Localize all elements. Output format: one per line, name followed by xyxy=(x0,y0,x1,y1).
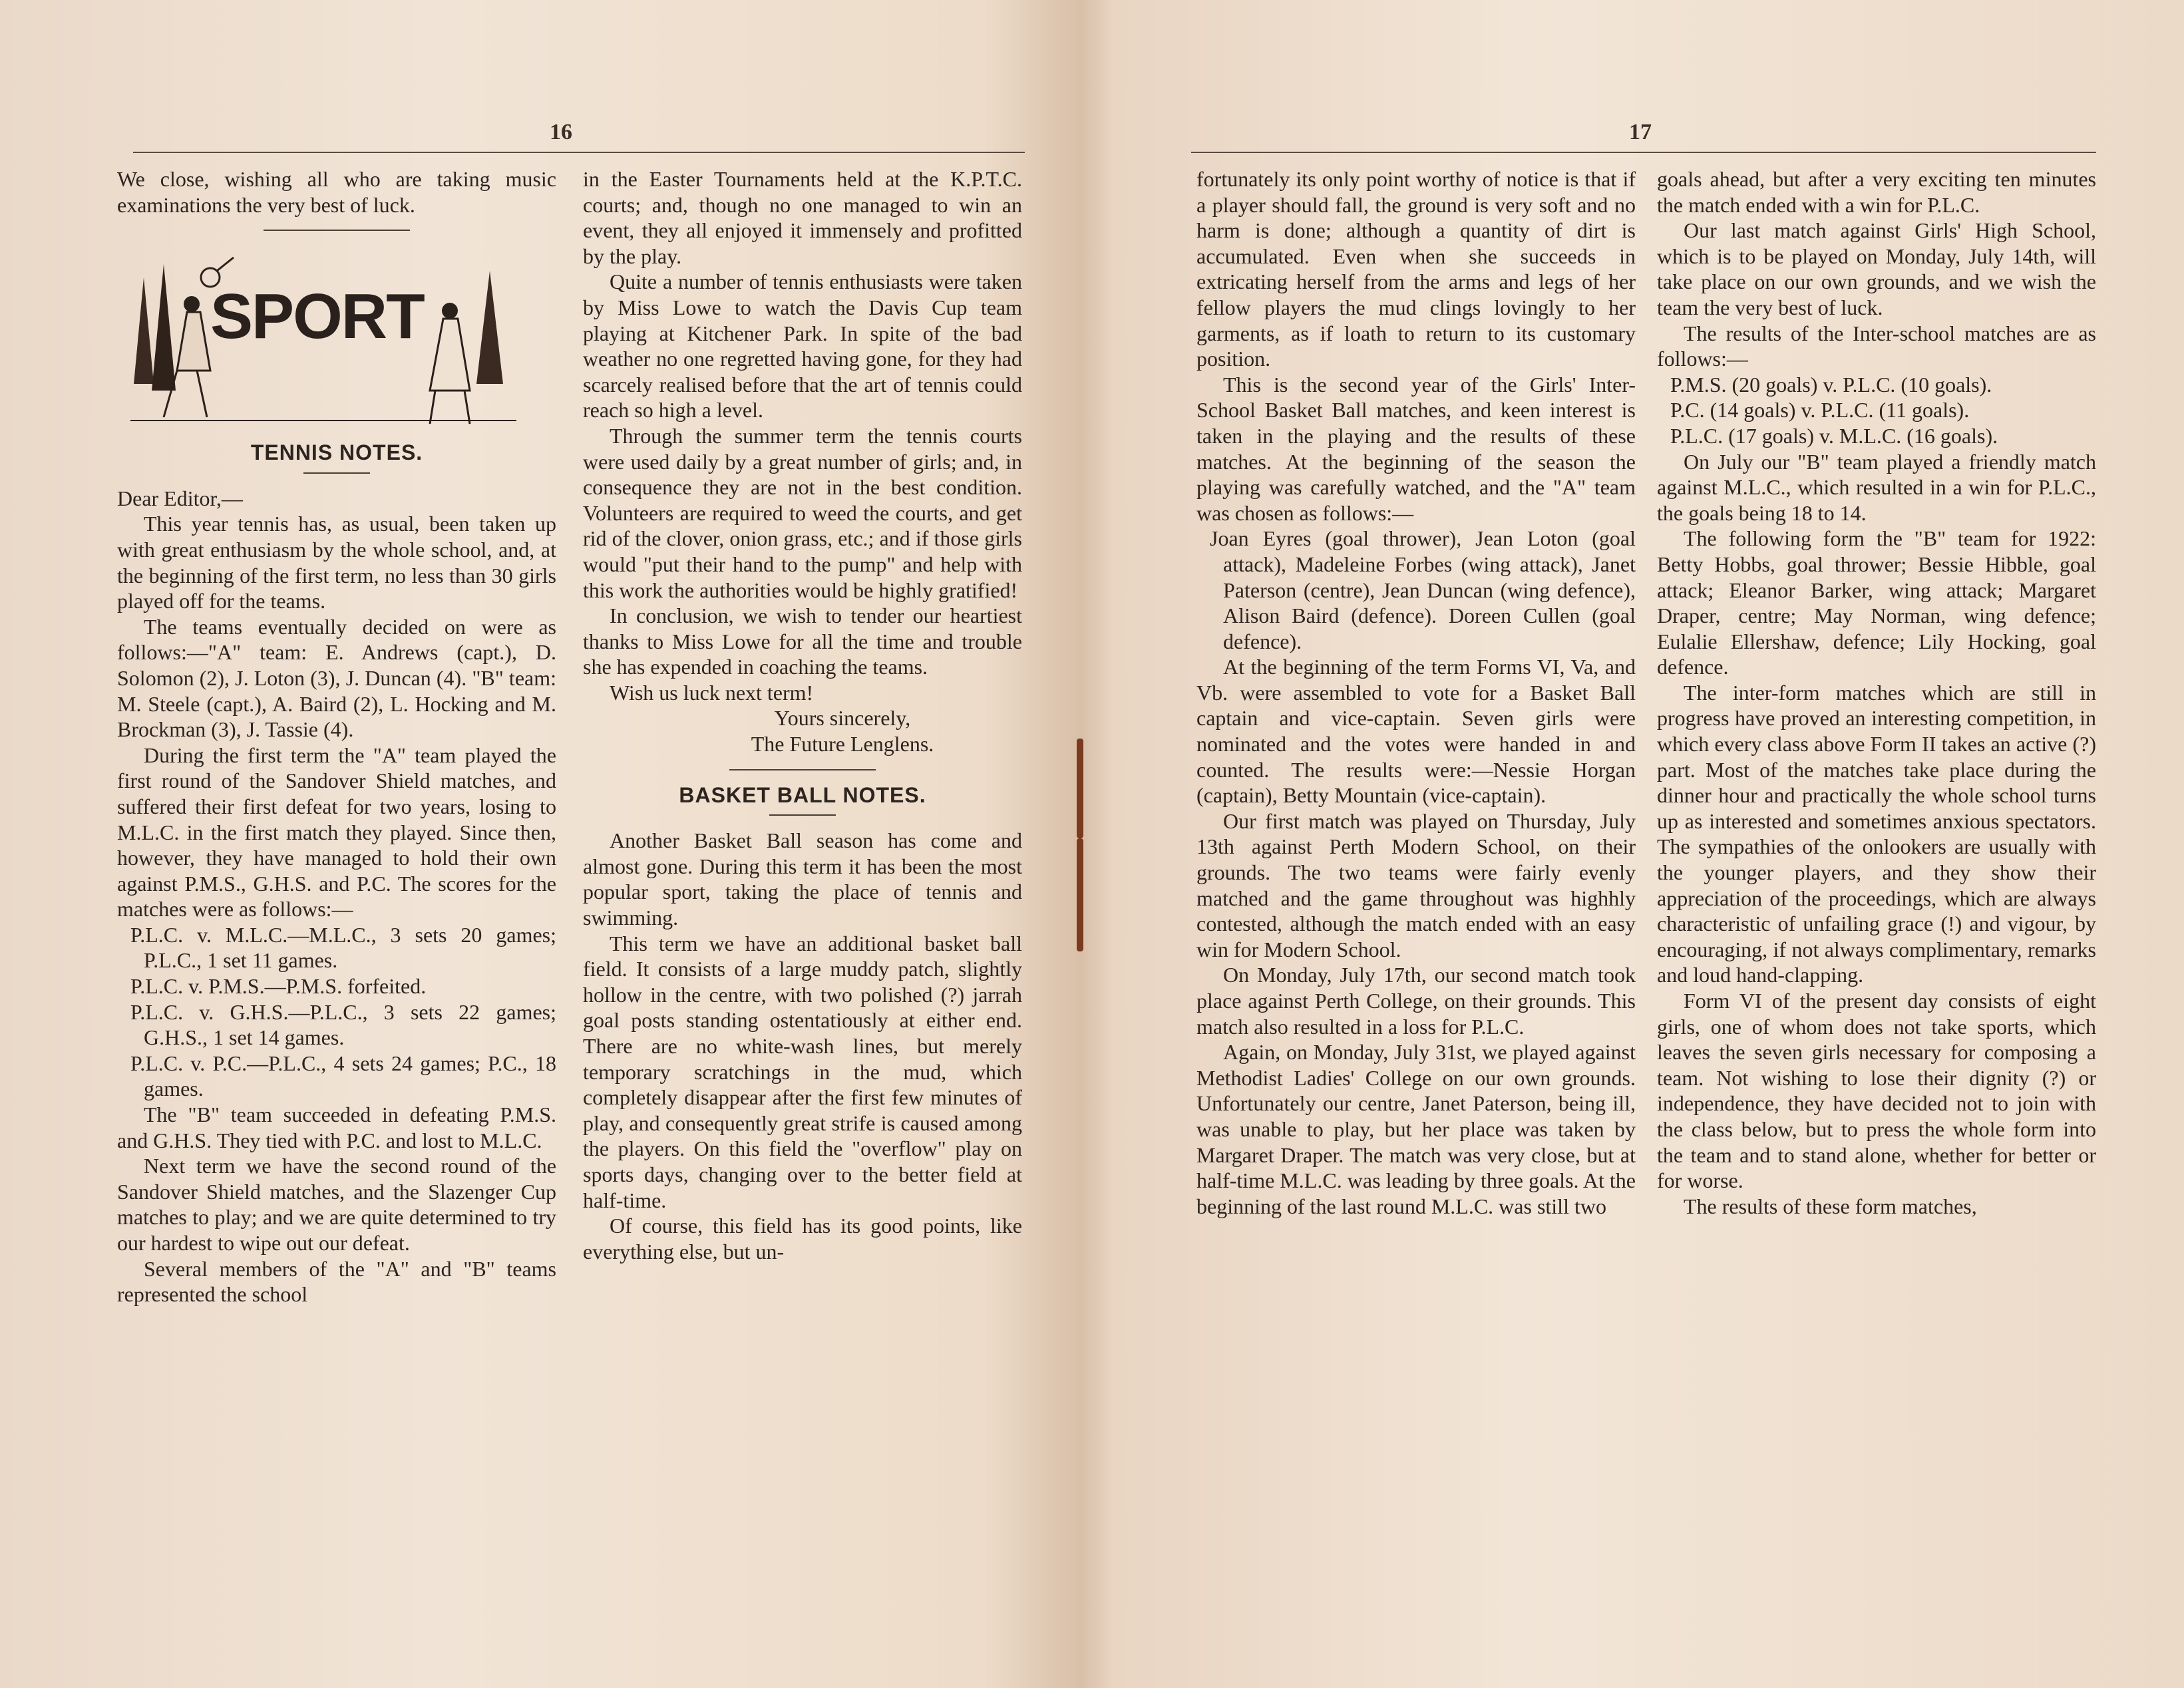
right-page-column-2 xyxy=(1657,166,2096,1219)
left-page xyxy=(0,0,1078,1688)
basketball-paragraph: On July our "B" team played a friendly match against M.L.C., which resulted in a win for P.L.C., the goals being 18 to 14. xyxy=(1657,449,2096,525)
right-page-column-1 xyxy=(1196,166,1636,1219)
basketball-paragraph: Our last match against Girls' High School, which is to be played on Monday, July 14th, will take place on our own grounds, and we wish the team the very best of luck. xyxy=(1657,218,2096,319)
signature: The Future Lenglens. xyxy=(751,732,934,757)
signoff: Yours sincerely, xyxy=(774,706,911,731)
basketball-paragraph: The results of the Inter-school matches are as follows:— xyxy=(1657,321,2096,371)
tennis-paragraph: Several members of the "A" and "B" teams represented the school xyxy=(117,1256,556,1307)
music-closing-paragraph: We close, wishing all who are taking music examinations the very best of luck. xyxy=(117,167,556,217)
tennis-paragraph: Through the summer term the tennis courts were used daily by a great number of girls; and, in consequence they are not in the best condition. Volunteers are required to weed the courts, and get rid of the clover, onion grass, etc.; and if those girls would "put their hand to the pump" and help with this work the authorities would be highly gratified! xyxy=(583,423,1022,602)
left-page-column-2 xyxy=(583,166,1022,1264)
tennis-paragraph: Quite a number of tennis enthusiasts were taken by Miss Lowe to watch the Davis Cup team playing at Kitchener Park. In spite of the bad weather no one regretted having gone, for they had scarcely realised before that the art of tennis could reach so high a level. xyxy=(583,269,1022,422)
basketball-paragraph: Our first match was played on Thursday, July 13th against Perth Modern School, on their grounds. The two teams were fairly evenly matched and the game throughout was highhly contested, although the match ended with an easy win for Modern School. xyxy=(1196,808,1636,961)
basketball-paragraph: fortunately its only point worthy of notice is that if a player should fall, the ground is very soft and no harm is done; although a quantity of dirt is accumulated. Even when she succeeds in extricating herself from the arms and legs of her fellow players the mud clings lovingly to her garments, as if loath to return to its customary position. xyxy=(1196,167,1636,371)
basket-ball-heading: BASKET BALL NOTES. xyxy=(679,782,926,807)
tennis-paragraph: Wish us luck next term! xyxy=(610,680,814,705)
section-divider xyxy=(264,230,410,231)
spine-rust-mark xyxy=(1077,838,1083,951)
right-page xyxy=(1091,0,2184,1688)
tennis-paragraph: The "B" team succeeded in defeating P.M.S. and G.H.S. They tied with P.C. and lost to M.L.C. xyxy=(117,1102,556,1152)
basketball-paragraph: Of course, this field has its good points, like everything else, but un- xyxy=(583,1214,1022,1264)
header-rule xyxy=(133,152,1025,153)
page-number: 16 xyxy=(550,120,572,144)
basketball-paragraph: At the beginning of the term Forms VI, Va, and Vb. were assembled to vote for a Basket Ball captain and vice-captain. Seven girls were nominated and the votes were handed in and counted. The results were:—Nessie Horgan (captain), Betty Mountain (vice-captain). xyxy=(1196,655,1636,808)
heading-rule xyxy=(303,472,370,474)
basketball-paragraph: Another Basket Ball season has come and almost gone. During this term it has been the most popular sport, taking the place of tennis and swimming. xyxy=(583,828,1022,930)
page-number: 17 xyxy=(1629,120,1652,144)
result-line: P.C. (14 goals) v. P.L.C. (11 goals). xyxy=(1670,398,1970,422)
tennis-paragraph: In conclusion, we wish to tender our heartiest thanks to Miss Lowe for all the time and trouble she has expended in coaching the teams. xyxy=(583,603,1022,679)
basketball-paragraph: This is the second year of the Girls' Inter-School Basket Ball matches, and keen interest is taken in the playing and the results of these matches. At the beginning of the season the playing was carefully watched, and the "A" team was chosen as follows:— xyxy=(1196,372,1636,525)
tennis-paragraph: in the Easter Tournaments held at the K.P.T.C. courts; and, though no one managed to win an event, they all enjoyed it immensely and profitted by the play. xyxy=(583,167,1022,268)
score-line: P.L.C. v. M.L.C.—M.L.C., 3 sets 20 games; P.L.C., 1 set 11 games. xyxy=(130,922,556,973)
result-line: P.L.C. (17 goals) v. M.L.C. (16 goals). xyxy=(1670,423,1998,448)
tennis-paragraph: During the first term the "A" team played the first round of the Sandover Shield matches, and suffered their first defeat for two years, losing to M.L.C. in the first match they played. Since then, however, they have managed to hold their own against P.M.S., G.H.S. and P.C. The scores for the matches were as follows:— xyxy=(117,743,556,922)
tennis-paragraph: The teams eventually decided on were as follows:—"A" team: E. Andrews (capt.), D. Solomon (2), J. Loton (3), J. Duncan (4). "B" team: M. Steele (capt.), A. Baird (2), L. Hocking and M. Brockman (3), J. Tassie (4). xyxy=(117,614,556,742)
basketball-paragraph: The following form the "B" team for 1922: Betty Hobbs, goal thrower; Bessie Hibble, goal attack; Eleanor Barker, wing attack; Margaret Draper, centre; May Norman, wing defence; Eulalie Ellershaw, defence; Lily Hocking, goal defence. xyxy=(1657,526,2096,679)
team-list: Joan Eyres (goal thrower), Jean Loton (goal attack), Madeleine Forbes (wing attack), Janet Paterson (centre), Jean Duncan (wing defence), Alison Baird (defence). Doreen Cullen (goal defence). xyxy=(1210,526,1636,653)
section-divider xyxy=(729,769,876,770)
result-line: P.M.S. (20 goals) v. P.L.C. (10 goals). xyxy=(1670,372,1992,397)
header-rule xyxy=(1191,152,2096,153)
tennis-paragraph: This year tennis has, as usual, been taken up with great enthusiasm by the whole school, and, at the beginning of the first term, no less than 30 girls played off for the teams. xyxy=(117,512,556,613)
basketball-paragraph: Form VI of the present day consists of eight girls, one of whom does not take sports, which leaves the seven girls necessary for composing a team. Not wishing to lose their dignity (?) or independence, they have decided not to join with the class below, but to press the whole form into the team and to stand alone, whether for better or for worse. xyxy=(1657,989,2096,1193)
basketball-paragraph: Again, on Monday, July 31st, we played against Methodist Ladies' College on our own grounds. Unfortunately our centre, Janet Paterson, being ill, was unable to play, but her place was taken by Margaret Draper. The match was very close, but at half-time M.L.C. was leading by three goals. At the beginning of the last round M.L.C. was still two xyxy=(1196,1040,1636,1218)
basketball-paragraph: The inter-form matches which are still in progress have proved an interesting competition, in which every class above Form II takes an active (?) part. Most of the matches take place during the dinner hour and practically the whole school turns up as interested and sometimes anxious spectators. The sympathies of the onlookers are usually with the younger players, and they show their appreciation of the proceedings, which are always characteristic of unfailing grace (!) and vigour, by encouraging, if not always complimentary, remarks and loud hand-clapping. xyxy=(1657,680,2096,987)
basketball-paragraph: On Monday, July 17th, our second match took place against Perth College, on their grounds. This match also resulted in a loss for P.L.C. xyxy=(1196,963,1636,1039)
score-line: P.L.C. v. P.M.S.—P.M.S. forfeited. xyxy=(130,974,427,999)
score-line: P.L.C. v. G.H.S.—P.L.C., 3 sets 22 games; G.H.S., 1 set 14 games. xyxy=(130,999,556,1050)
left-page-column-1 xyxy=(117,166,556,1307)
score-line: P.L.C. v. P.C.—P.L.C., 4 sets 24 games; P.C., 18 games. xyxy=(130,1051,556,1101)
basketball-paragraph: The results of these form matches, xyxy=(1684,1194,1977,1218)
basketball-paragraph: goals ahead, but after a very exciting ten minutes the match ended with a win for P.L.C. xyxy=(1657,167,2096,217)
basketball-paragraph: This term we have an additional basket ball field. It consists of a large muddy patch, slightly hollow in the centre, with two polished (?) jarrah goal posts standing ostentatiously at either end. There are no white-wash lines, but merely temporary scratchings in the mud, which completely disappear after the first few minutes of play, and consequently great strife is caused among the players. On this field the "overflow" play on sports days, changing over to the better field at half-time. xyxy=(583,931,1022,1212)
tennis-paragraph: Next term we have the second round of the Sandover Shield matches, and the Slazenger Cup matches to play; and we are quite determined to try our hardest to wipe out our defeat. xyxy=(117,1154,556,1255)
sport-title: SPORT xyxy=(210,281,424,353)
tennis-notes-heading: TENNIS NOTES. xyxy=(250,440,423,465)
salutation: Dear Editor,— xyxy=(117,486,243,510)
sport-banner xyxy=(117,251,556,430)
heading-rule xyxy=(769,814,836,816)
spine-rust-mark xyxy=(1077,739,1083,838)
